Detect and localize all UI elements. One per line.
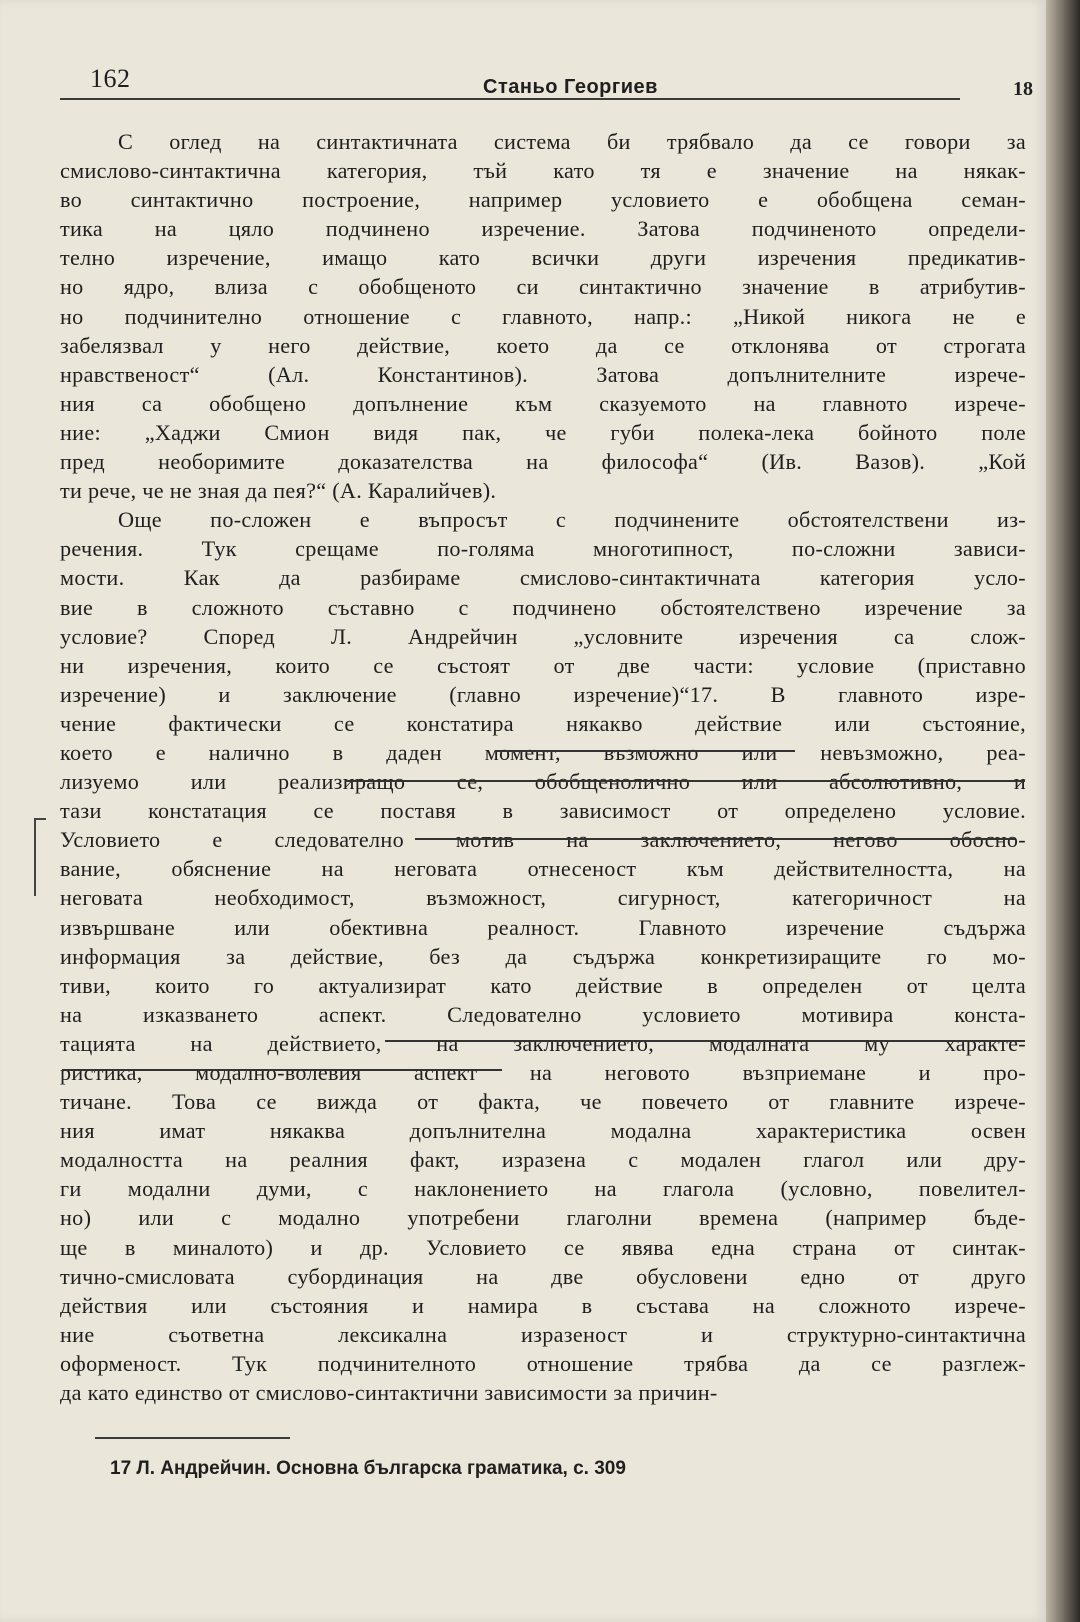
text-line: речения. Тук срещаме по-голяма многотипност, по-сложни зависи- bbox=[60, 536, 1026, 562]
body-text bbox=[60, 127, 1026, 1407]
text-line: чение фактически се констатира някакво действие или състояние, bbox=[60, 710, 1026, 736]
text-line: Условието е следователно мотив на заключението, негово обосно- bbox=[60, 827, 1026, 853]
text-line: ние съответна лексикална изразеност и структурно-синтактична bbox=[60, 1321, 1026, 1347]
text-line: тиви, които го актуализират като действие в определен от целта bbox=[60, 972, 1026, 998]
text-line: ще в миналото) и др. Условието се явява една страна от синтак- bbox=[60, 1234, 1026, 1260]
text-line: тацията на действието, на заключението, модалната му характе- bbox=[60, 1030, 1026, 1056]
text-line: което е налично в даден момент, възможно или невъзможно, реа- bbox=[60, 739, 1026, 765]
text-line: мости. Как да разбираме смислово-синтактичната категория усло- bbox=[60, 565, 1026, 591]
text-line: извършване или обективна реалност. Главното изречение съдържа bbox=[60, 914, 1026, 940]
text-line: смислово-синтактична категория, тъй като тя е значение на някак- bbox=[60, 158, 1026, 184]
text-line: пред необоримите доказателства на философа“ (Ив. Вазов). „Кой bbox=[60, 449, 1026, 475]
footnote-rule bbox=[95, 1437, 290, 1439]
pencil-underline bbox=[345, 780, 1025, 782]
text-line: но ядро, влиза с обобщеното си синтактично значение в атрибутив- bbox=[60, 274, 1026, 300]
header-rule bbox=[60, 98, 960, 100]
text-line: но подчинително отношение с главното, напр.: „Никой никога не е bbox=[60, 303, 1026, 329]
text-line: на изказването аспект. Следователно условието мотивира конста- bbox=[60, 1001, 1026, 1027]
text-line: вание, обяснение на неговата отнесеност към действителността, на bbox=[60, 856, 1026, 882]
footnote: 17 Л. Андрейчин. Основна българска граматика, с. 309 bbox=[110, 1458, 626, 1479]
margin-bracket-mark bbox=[34, 818, 46, 896]
text-line: нравственост“ (Ал. Константинов). Затова допълнителните изрече- bbox=[60, 361, 1026, 387]
text-line: ния са обобщено допълнение към сказуемото на главното изрече- bbox=[60, 390, 1026, 416]
text-line: тази констатация се поставя в зависимост от определено условие. bbox=[60, 798, 1026, 824]
text-line: ристика, модално-волевия аспект на неговото възприемане и про- bbox=[60, 1060, 1026, 1085]
text-line: С оглед на синтактичната система би трябвало да се говори за bbox=[118, 129, 1026, 154]
text-line: неговата необходимост, възможност, сигурност, категоричност на bbox=[60, 885, 1026, 911]
text-line: ния имат някаква допълнителна модална характеристика освен bbox=[60, 1118, 1026, 1144]
pencil-underline bbox=[62, 1069, 502, 1071]
text-line: вие в сложното съставно с подчинено обстоятелствено изречение за bbox=[60, 594, 1026, 620]
text-line: да като единство от смислово-синтактични зависимости за причин- bbox=[60, 1380, 718, 1406]
text-line: модалността на реалния факт, изразена с модален глагол или дру- bbox=[60, 1147, 1026, 1173]
text-line: но) или с модално употребени глаголни времена (например бъде- bbox=[60, 1205, 1026, 1231]
text-line: лизуемо или реализиращо се, обобщенолично или абсолютивно, и bbox=[60, 769, 1026, 795]
text-line: телно изречение, имащо като всички други изречения предикатив- bbox=[60, 245, 1026, 271]
text-line: Още по-сложен е въпросът с подчинените обстоятелствени из- bbox=[118, 507, 1026, 533]
pencil-underline bbox=[415, 838, 1015, 840]
text-line: тично-смисловата субординация на две обусловени едно от друго bbox=[60, 1263, 1026, 1289]
text-line: условие? Според Л. Андрейчин „условните изречения са слож- bbox=[60, 623, 1026, 649]
text-line: оформеност. Тук подчинителното отношение трябва да се разглеж- bbox=[60, 1350, 1026, 1376]
text-line: ги модални думи, с наклонението на глагола (условно, повелител- bbox=[60, 1176, 1026, 1202]
text-line: действия или състояния и намира в състава на сложното изрече- bbox=[60, 1292, 1026, 1318]
text-line: информация за действие, без да съдържа конкретизиращите го мо- bbox=[60, 943, 1026, 969]
text-line: тичане. Това се вижда от факта, че повечето от главните изрече- bbox=[60, 1089, 1026, 1115]
running-title: Станьо Георгиев bbox=[483, 76, 658, 98]
text-line: забелязвал у него действие, което да се отклонява от строгата bbox=[60, 332, 1026, 358]
book-spine-shadow bbox=[1046, 0, 1080, 1622]
text-line: изречение) и заключение (главно изречение)“17. В главното изре- bbox=[60, 681, 1026, 707]
text-line: ние: „Хаджи Смион видя пак, че губи полека-лека бойното поле bbox=[60, 419, 1026, 445]
text-line: во синтактично построение, например условието е обобщена семан- bbox=[60, 187, 1026, 213]
pencil-underline bbox=[385, 1040, 1025, 1042]
page-number: 162 bbox=[90, 64, 131, 93]
text-line: ти рече, че не зная да пея?“ (А. Каралийчев). bbox=[60, 478, 497, 504]
text-line: тика на цяло подчинено изречение. Затова подчиненото определи- bbox=[60, 216, 1026, 242]
section-mark: 18 bbox=[1013, 78, 1033, 100]
pencil-underline bbox=[495, 750, 795, 752]
text-line: ни изречения, които се състоят от две части: условие (приставно bbox=[60, 652, 1026, 678]
